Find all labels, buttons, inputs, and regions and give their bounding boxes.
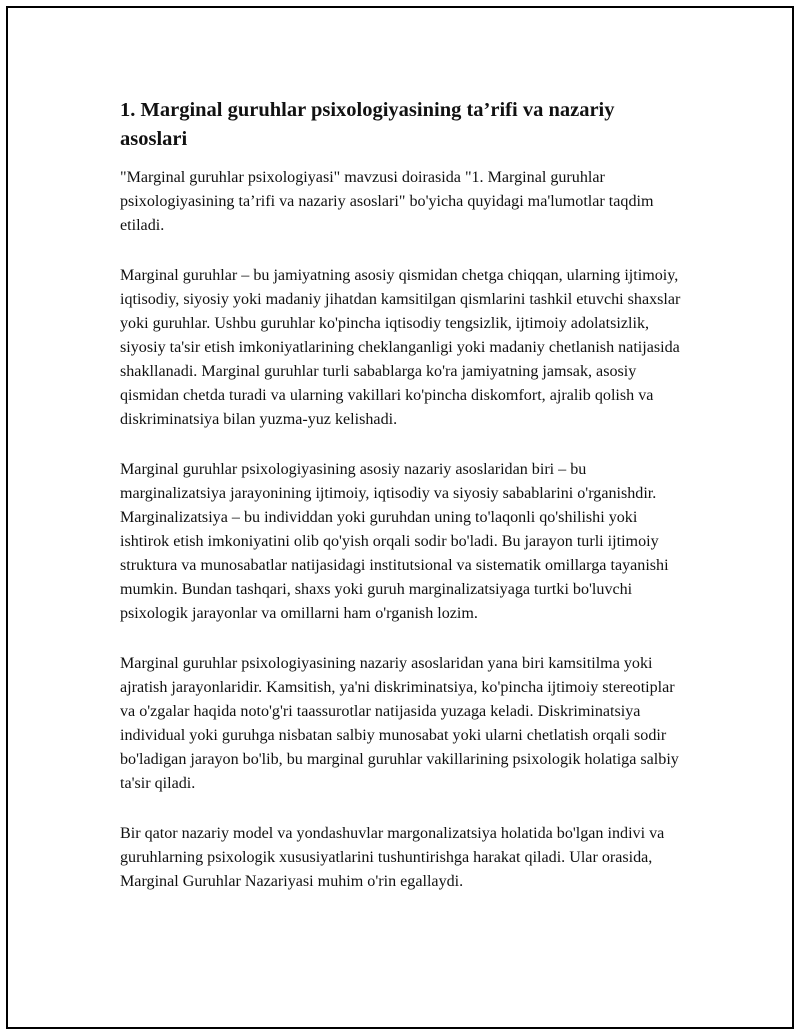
paragraph-marginalization: Marginal guruhlar psixologiyasining asosiy nazariy asoslaridan biri – bu marginalizatsiya jarayonining ijtimoiy, iqtisodiy va siyosiy sabablarini o'rganishdir. Marginalizatsiya – bu individdan yoki guruhdan uning to'laqonli qo'shilishi yoki ishtirok etish imkoniyatini olib qo'yish orqali sodir bo'ladi. Bu jarayon turli ijtimoiy struktura va munosabatlar natijasidagi institutsional va sistematik omillarga tayanishi mumkin. Bundan tashqari, shaxs yoki guruh marginalizatsiyaga turtki bo'luvchi psixologik jarayonlar va omillarni ham o'rganish lozim. [120, 461, 669, 622]
document-body [120, 96, 686, 894]
paragraph-discrimination: Marginal guruhlar psixologiyasining nazariy asoslaridan yana biri kamsitilma yoki ajratish jarayonlaridir. Kamsitish, ya'ni diskriminatsiya, ko'pincha ijtimoiy stereotiplar va o'zgalar haqida noto'g'ri taassurotlar natijasida yuzaga keladi. Diskriminatsiya individual yoki guruhga nisbatan salbiy munosabat yoki ularni chetlatish orqali sodir bo'ladigan jarayon bo'lib, bu marginal guruhlar vakillarining psixologik holatiga salbiy ta'sir qiladi. [120, 655, 679, 792]
page-frame [6, 6, 794, 1029]
paragraph-intro: "Marginal guruhlar psixologiyasi" mavzusi doirasida "1. Marginal guruhlar psixologiyasining ta’rifi va nazariy asoslari" bo'yicha quyidagi ma'lumotlar taqdim etiladi. [120, 169, 654, 234]
paragraph-definition: Marginal guruhlar – bu jamiyatning asosiy qismidan chetga chiqqan, ularning ijtimoiy, iqtisodiy, siyosiy yoki madaniy jihatdan kamsitilgan qismlarini tashkil etuvchi shaxslar yoki guruhlar. Ushbu guruhlar ko'pincha iqtisodiy tengsizlik, ijtimoiy adolatsizlik, siyosiy ta'sir etish imkoniyatlarining cheklanganligi yoki madaniy chetlanish natijasida shakllanadi. Marginal guruhlar turli sabablarga ko'ra jamiyatning jamsak, asosiy qismidan chetda turadi va ularning vakillari ko'pincha diskomfort, ajralib qolish va diskriminatsiya bilan yuzma-yuz kelishadi. [120, 267, 681, 428]
section-heading: 1. Marginal guruhlar psixologiyasining ta’rifi va nazariy asoslari [120, 99, 615, 150]
paragraph-theories: Bir qator nazariy model va yondashuvlar margonalizatsiya holatida bo'lgan indivi va guruhlarning psixologik xususiyatlarini tushuntirishga harakat qiladi. Ular orasida, Marginal Guruhlar Nazariyasi muhim o'rin egallaydi. [120, 825, 665, 890]
